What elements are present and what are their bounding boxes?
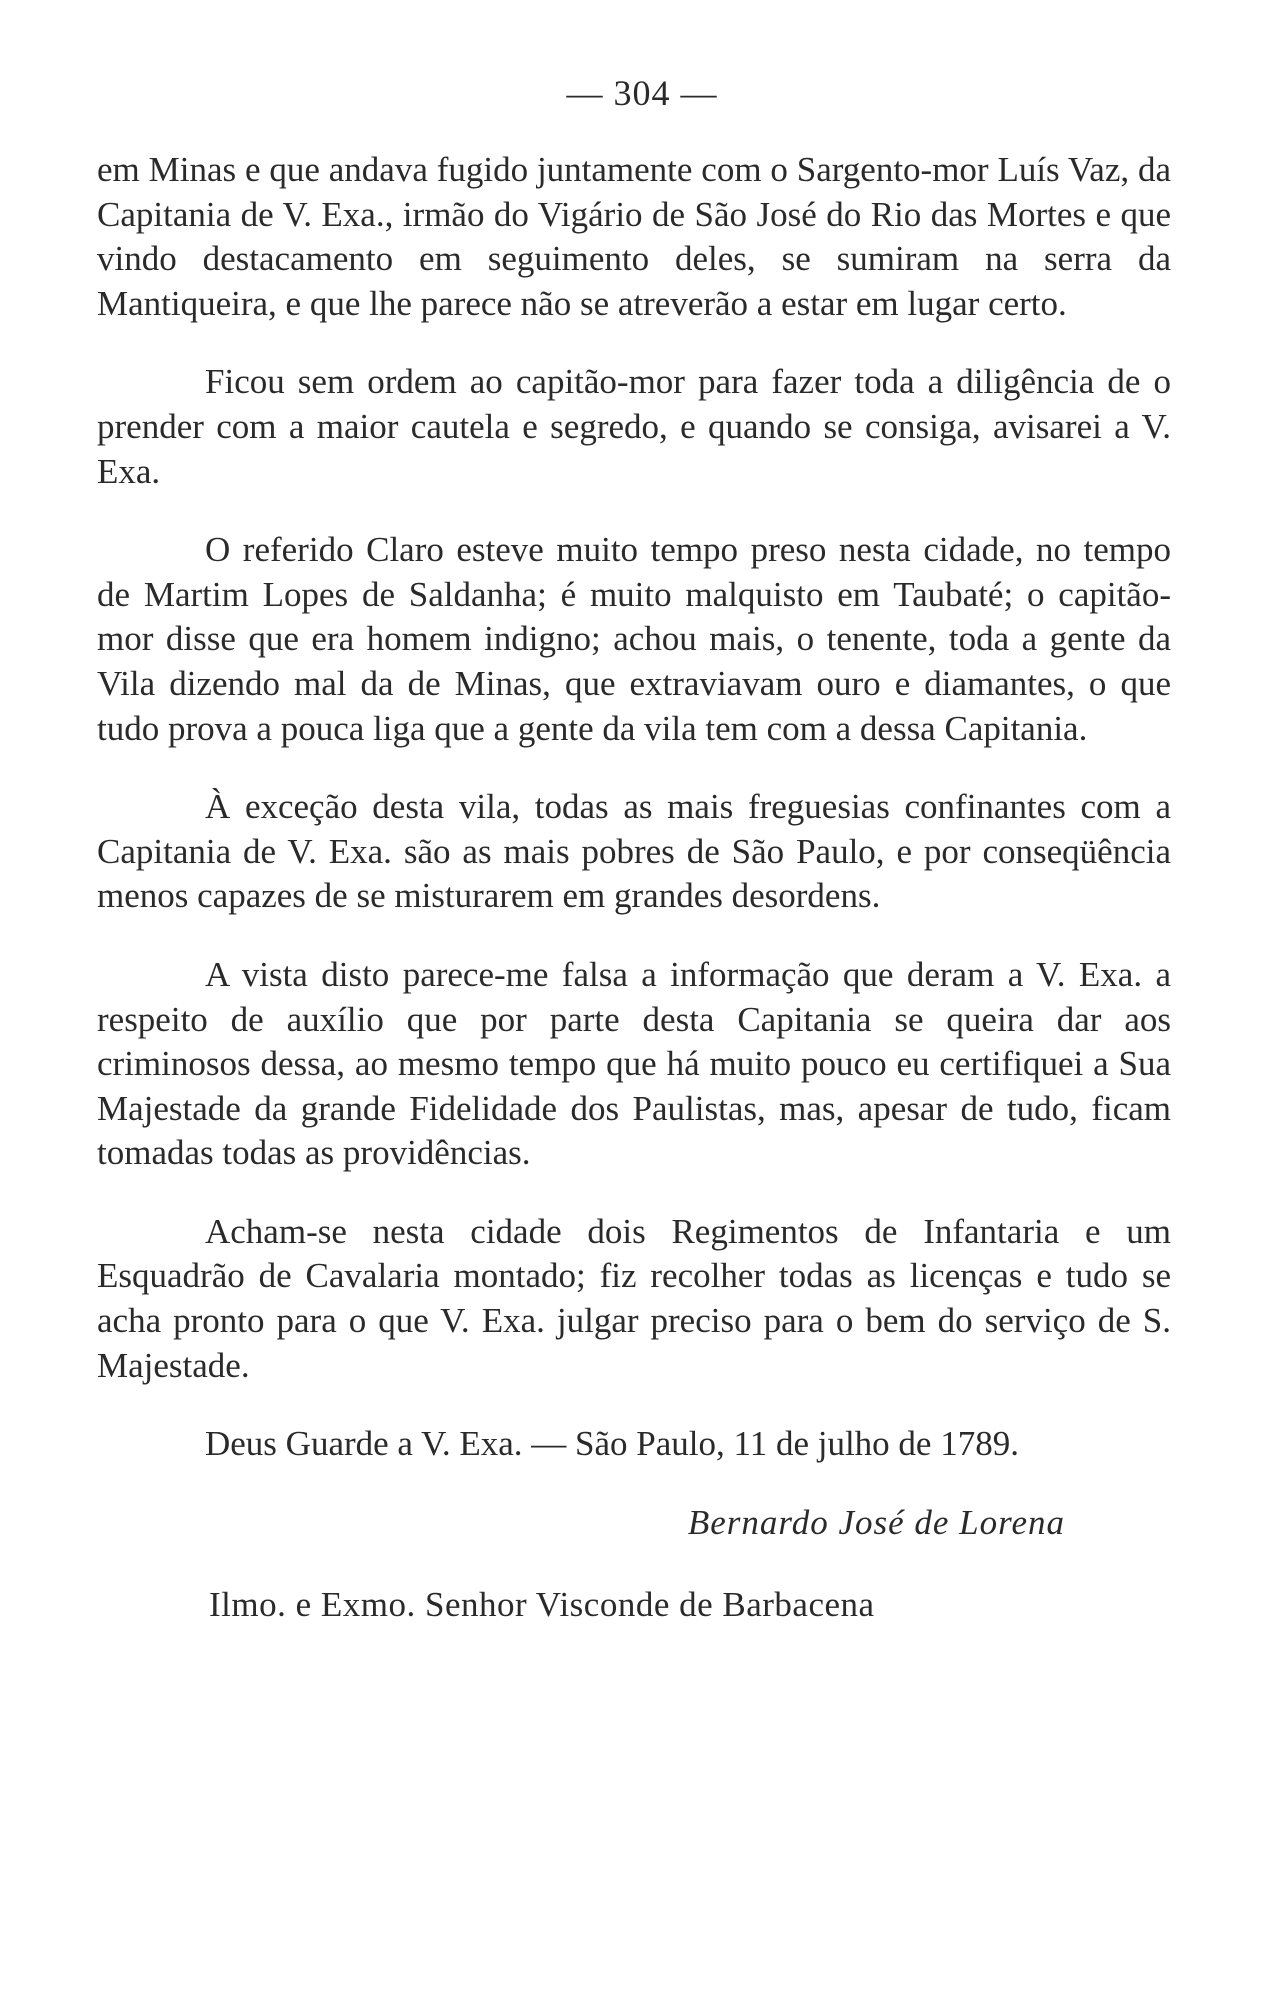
paragraph: Acham-se nesta cidade dois Regimentos de Infantaria e um Esquadrão de Cavalaria montado; fiz recolher todas as licenças e tudo se acha pronto para o que V. Exa. julgar preciso para o bem do serviço de S. Majestade. <box>97 1211 1171 1385</box>
letter-body <box>97 148 1171 1628</box>
closing-line: Deus Guarde a V. Exa. — São Paulo, 11 de julho de 1789. <box>205 1424 1019 1464</box>
paragraph: O referido Claro esteve muito tempo preso nesta cidade, no tempo de Martim Lopes de Saldanha; é muito malquisto em Taubaté; o capitão-mor disse que era homem indigno; achou mais, o tenente, toda a gente da Vila dizendo mal da de Minas, que extraviavam ouro e diamantes, o que tudo prova a pouca liga que a gente da vila tem com a dessa Capitania. <box>97 530 1171 748</box>
addressee: Ilmo. e Exmo. Senhor Visconde de Barbacena <box>209 1585 875 1625</box>
paragraph-continuation: em Minas e que andava fugido juntamente com o Sargento-mor Luís Vaz, da Capitania de V. Exa., irmão do Vigário de São José do Rio das Mortes e que vindo destacamento em seguimento deles, se sumiram na serra da Mantiqueira, e que lhe parece não se atreverão a estar em lugar certo. <box>97 150 1171 323</box>
page-number: — 304 — <box>566 73 718 113</box>
paragraph: Ficou sem ordem ao capitão-mor para fazer toda a diligência de o prender com a maior cautela e segredo, e quando se consiga, avisarei a V. Exa. <box>97 362 1171 491</box>
paragraph: À exceção desta vila, todas as mais freguesias confinantes com a Capitania de V. Exa. são as mais pobres de São Paulo, e por conseqüência menos capazes de se misturarem em grandes desordens. <box>97 787 1171 916</box>
signature: Bernardo José de Lorena <box>687 1502 1065 1542</box>
paragraph: A vista disto parece-me falsa a informação que deram a V. Exa. a respeito de auxílio que por parte desta Capitania se queira dar aos criminosos dessa, ao mesmo tempo que há muito pouco eu certifiquei a Sua Majestade da grande Fidelidade dos Paulistas, mas, apesar de tudo, ficam tomadas todas as providências. <box>97 954 1171 1173</box>
